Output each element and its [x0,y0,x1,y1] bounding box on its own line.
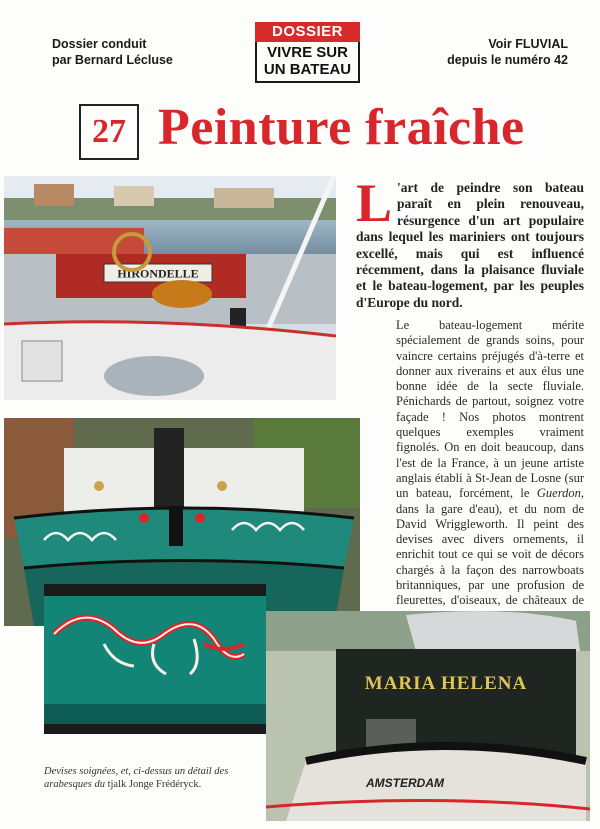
dossier-badge [255,22,360,83]
photo-hirondelle [4,176,336,400]
photo-caption [44,765,264,791]
photo-arabesque-detail [44,584,266,734]
author-line-2: par Bernard Lécluse [52,53,173,67]
dossier-subject [255,42,360,83]
author-credit [52,36,173,68]
dossier-line-1: VIVRE SUR [267,44,348,61]
body-text-part-1: Le bateau-logement mérite spécialement de grands soins, pour vaincre certains préjugés d'à-terre et donner aux riverains et aux élus une bonne idée de la secte fluviale. Pénichards de partout, soignez votre façade ! Nos photos montrent quelques exemples vraiment fignolés. On en doit beaucoup, dans l'est de la France, à un jeune artiste anglais établi à St-Jean de Losne (sur un bateau, forcément, le [396,318,584,501]
author-line-1: Dossier conduit [52,37,147,51]
article-title: Peinture fraîche [158,99,525,156]
caption-part-2: Jonge Frédéryck. [126,779,202,790]
photo-maria-helena [266,611,590,821]
caption-part-1: Devises soignées, et, ci-dessus un détail des arabesques du [44,766,229,790]
boat-name-hirondelle: HIRONDELLE [117,266,199,281]
lead-paragraph [356,173,584,311]
body-text-part-2: , dans la gare d'eau), et du nom de David Wriggleworth. Il peint des devises avec divers ornements, il enrichit tout ce qui se voit de décors chargés à la façon des narrowboats britanniques, par une profusion de fleurettes, d'oiseaux, de châteaux de [396,486,584,608]
dossier-tag: DOSSIER [255,22,360,42]
boat-name-maria-helena: MARIA HELENA [364,673,528,694]
series-line-1: Voir FLUVIAL [488,37,568,51]
boat-port-amsterdam: AMSTERDAM [366,776,444,790]
lead-text: 'art de peindre son bateau paraît en plein renouveau, résurgence d'un art populaire dans lequel les mariniers ont toujours excellé, mais qui est influencé récemment, dans la plaisance fluviale et le bateau-logement, par les peuples d'Europe du nord. [356,180,584,310]
article-number: 27 [79,104,139,160]
body-text-boat-name: Guerdon [536,486,581,501]
dossier-line-2: UN BATEAU [263,61,352,78]
drop-cap: L [356,173,393,233]
series-line-2: depuis le numéro 42 [447,53,568,67]
caption-word: tjalk [107,779,127,790]
series-reference [447,36,568,68]
